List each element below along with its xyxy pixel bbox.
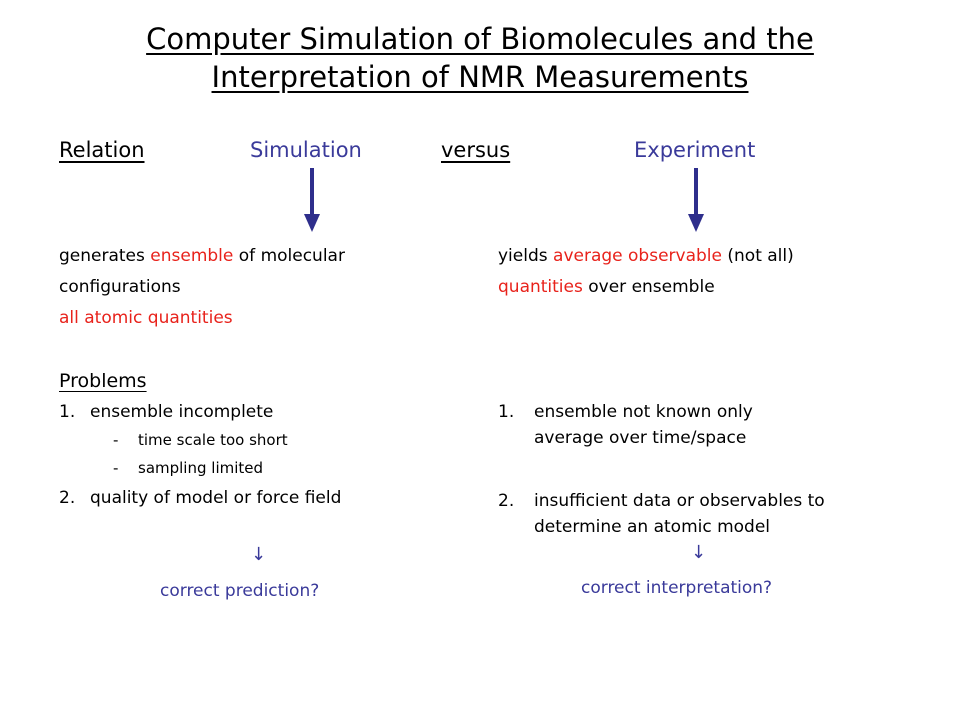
quantities-highlight: quantities — [498, 277, 583, 297]
sub-bullet-2-dash: - — [113, 459, 119, 477]
left-problem-1-number: 1. — [59, 402, 76, 422]
right-problem-1-line-1: ensemble not known only — [534, 402, 753, 422]
right-down-arrow-icon: ↓ — [691, 542, 707, 563]
left-problem-2-text: quality of model or force field — [90, 488, 342, 508]
simulation-label: Simulation — [250, 138, 362, 162]
quantities-line — [498, 277, 715, 297]
experiment-down-arrow-icon — [686, 168, 706, 232]
sub-bullet-2-text: sampling limited — [138, 459, 264, 477]
correct-interpretation-text: correct interpretation? — [581, 578, 773, 598]
left-problem-1-text: ensemble incomplete — [90, 402, 274, 422]
ensemble-highlight: ensemble — [150, 246, 234, 266]
right-problem-1-line-2: average over time/space — [534, 428, 747, 448]
yields-text: yields — [498, 246, 554, 266]
generates-text: generates — [59, 246, 151, 266]
molecular-text: of molecular — [233, 246, 345, 266]
right-problem-1-number: 1. — [498, 402, 515, 422]
over-ensemble-text: over ensemble — [582, 277, 715, 297]
right-problem-2-line-2: determine an atomic model — [534, 517, 771, 537]
right-problem-2-number: 2. — [498, 491, 515, 511]
right-problem-2-line-1: insufficient data or observables to — [534, 491, 825, 511]
problems-heading: Problems — [59, 370, 147, 392]
left-problem-2-number: 2. — [59, 488, 76, 508]
average-observable-highlight: average observable — [553, 246, 722, 266]
sub-bullet-1-dash: - — [113, 431, 119, 449]
sub-bullet-1-text: time scale too short — [138, 431, 288, 449]
relation-label: Relation — [59, 138, 145, 162]
versus-label: versus — [441, 138, 511, 162]
generates-line — [59, 246, 345, 266]
atomic-quantities-line: all atomic quantities — [59, 308, 233, 328]
left-down-arrow-icon: ↓ — [251, 544, 267, 565]
simulation-down-arrow-icon — [302, 168, 322, 232]
slide-title-line-1: Computer Simulation of Biomolecules and the — [146, 22, 814, 56]
not-all-text: (not all) — [721, 246, 794, 266]
slide-title-line-2: Interpretation of NMR Measurements — [211, 60, 749, 94]
correct-prediction-text: correct prediction? — [160, 581, 320, 601]
configurations-line: configurations — [59, 277, 181, 297]
experiment-label: Experiment — [634, 138, 756, 162]
yields-line — [498, 246, 794, 266]
